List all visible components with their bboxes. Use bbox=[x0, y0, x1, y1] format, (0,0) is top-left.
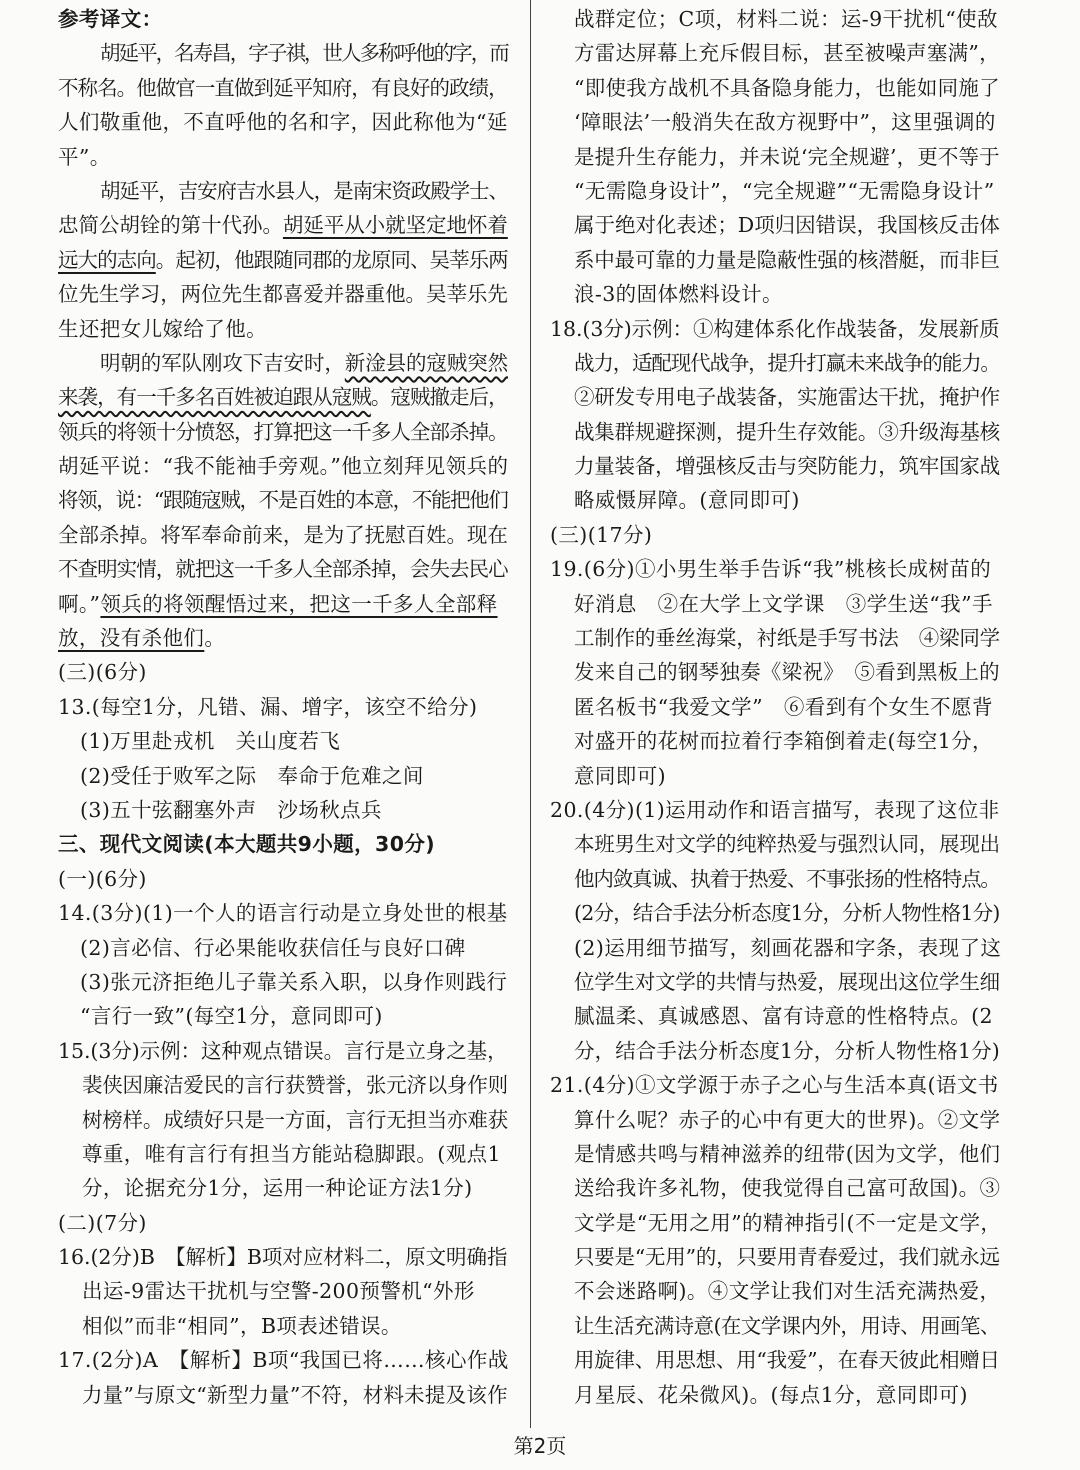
right-text-line: 属于绝对化表述；D项归因错误，我国核反击体 bbox=[574, 213, 1000, 238]
underlined-phrase: 放，没有杀他们 bbox=[58, 626, 205, 651]
right-text-line: 力量装备，增强核反击与突防能力，筑牢国家战 bbox=[574, 454, 1000, 479]
left-text-line: 明朝的军队刚攻下吉安时，新淦县的寇贼突然 bbox=[100, 350, 508, 375]
right-text-line: 送给我许多礼物，使我觉得自己富可敌国)。③ bbox=[574, 1176, 1001, 1201]
right-text-line: 19.(6分)①小男生举手告诉“我”桃核长成树苗的 bbox=[550, 557, 992, 582]
right-text-line: 位学生对文学的共情与热爱，展现出这位学生细 bbox=[574, 969, 1000, 994]
left-text-line: 远大的志向。起初，他跟随同郡的龙原同、吴莘乐两 bbox=[58, 247, 508, 272]
underlined-phrase: 远大的志向 bbox=[58, 247, 156, 272]
right-text-line: 浪-3的固体燃料设计。 bbox=[574, 282, 783, 307]
left-text-line: (2)言必信、行必果能收获信任与良好口碑 bbox=[80, 935, 466, 960]
right-text-line: 他内敛真诚、执着于热爱、不事张扬的性格特点。 bbox=[574, 866, 1000, 891]
left-text-line: (二)(7分) bbox=[58, 1210, 147, 1235]
left-text-line: 生还把女儿嫁给了他。 bbox=[58, 316, 267, 341]
left-text-line: 力量”与原文“新型力量”不符，材料未提及该作 bbox=[82, 1382, 508, 1407]
right-text-line: 匿名板书“我爱文学” ⑥看到有个女生不愿背 bbox=[574, 694, 993, 719]
right-text-line: 算什么呢？赤子的心中有更大的世界)。②文学 bbox=[574, 1107, 1001, 1132]
right-text-line: 用旋律、用思想、用“我爱”，在春天彼此相赠日 bbox=[574, 1348, 1000, 1373]
right-text-line: “无需隐身设计”，“完全规避”“无需隐身设计” bbox=[574, 178, 995, 203]
left-text-line: 人们敬重他，不直呼他的名和字，因此称他为“延 bbox=[58, 110, 508, 135]
underlined-phrase: 领兵的将领醒悟过来，把这一千多人全部释 bbox=[100, 591, 498, 616]
left-text-line: (3)五十弦翻塞外声 沙场秋点兵 bbox=[80, 797, 382, 822]
left-text-line: (1)万里赴戎机 关山度若飞 bbox=[80, 729, 341, 754]
left-text-line: 领兵的将领十分愤怒，打算把这一千多人全部杀掉。 bbox=[58, 419, 508, 444]
left-text-line: (3)张元济拒绝儿子靠关系入职，以身作则践行 bbox=[80, 969, 508, 994]
left-text-line: 16.(2分)B 【解析】B项对应材料二，原文明确指 bbox=[58, 1245, 508, 1270]
left-text-line: 平”。 bbox=[58, 144, 111, 169]
right-text-line: 文学是“无用之用”的精神指引(不一定是文学， bbox=[574, 1210, 1002, 1235]
right-text-line: 分，结合手法分析态度1分，分析人物性格1分) bbox=[574, 1038, 1000, 1063]
right-text-line: 战集群规避探测，提升生存效能。③升级海基核 bbox=[574, 419, 1000, 444]
left-text-line: 胡延平，名寿昌，字子祺，世人多称呼他的字，而 bbox=[100, 41, 508, 66]
left-text-line: 将领，说：“跟随寇贼，不是百姓的本意，不能把他们 bbox=[58, 488, 508, 513]
right-text-line: (2分，结合手法分析态度1分，分析人物性格1分) bbox=[574, 901, 1000, 926]
left-text-line: 分，论据充分1分，运用一种论证方法1分) bbox=[82, 1176, 473, 1201]
right-text-line: 只要是“无用”的，只要用青春爱过，我们就永远 bbox=[574, 1245, 1000, 1270]
right-text-line: 好消息 ②在大学上文学课 ③学生送“我”手 bbox=[574, 591, 993, 616]
right-text-line: 是情感共鸣与精神滋养的纽带(因为文学，他们 bbox=[574, 1141, 1001, 1166]
underlined-phrase: 新淦县的寇贼突然 bbox=[344, 350, 508, 375]
left-text-line: 15.(3分)示例：这种观点错误。言行是立身之基， bbox=[58, 1038, 508, 1063]
underlined-phrase: 来袭，有一千多名百姓被迫跟从寇贼 bbox=[58, 385, 371, 410]
left-text-line: “言行一致”(每空1分，意同即可) bbox=[80, 1004, 383, 1029]
right-text-line: 战群定位；C项，材料二说：运-9干扰机“使敌 bbox=[574, 7, 998, 31]
right-text-line: 略威慑屏障。(意同即可) bbox=[574, 488, 800, 513]
right-text-line: (2)运用细节描写，刻画花器和字条，表现了这 bbox=[574, 935, 1002, 960]
right-text-line: 不会迷路啊)。④文学让我们对生活充满热爱， bbox=[574, 1279, 1001, 1304]
right-text-line: (三)(17分) bbox=[550, 522, 653, 547]
right-text-line: 发来自己的钢琴独奏《梁祝》 ⑤看到黑板上的 bbox=[574, 660, 1000, 685]
left-text-line: 位先生学习，两位先生都喜爱并器重他。吴莘乐先 bbox=[58, 282, 508, 307]
left-text-line: (2)受任于败军之际 奉命于危难之间 bbox=[80, 763, 424, 788]
left-text-line: (三)(6分) bbox=[58, 660, 147, 685]
left-text-line: 树榜样。成绩好只是一方面，言行无担当亦难获 bbox=[82, 1107, 508, 1132]
right-text-line: “即使我方战机不具备隐身能力，也能如同施了 bbox=[574, 75, 1000, 100]
left-text-line: 尊重，唯有言行有担当方能站稳脚跟。(观点1 bbox=[82, 1141, 501, 1166]
right-text-line: 让生活充满诗意(在文学课内外，用诗、用画笔、 bbox=[574, 1313, 1000, 1338]
left-text-line: 17.(2分)A 【解析】B项“我国已将……核心作战 bbox=[58, 1348, 509, 1373]
left-column bbox=[58, 2, 510, 1412]
right-text-line: 月星辰、花朵微风)。(每点1分，意同即可) bbox=[574, 1382, 968, 1407]
left-text-line: 胡延平说：“我不能袖手旁观。”他立刻拜见领兵的 bbox=[58, 454, 509, 479]
left-text-line: 放，没有杀他们。 bbox=[58, 626, 226, 651]
right-text-line: 意同即可) bbox=[574, 763, 666, 788]
left-text-line: 13.(每空1分，凡错、漏、增字，该空不给分) bbox=[58, 694, 478, 719]
left-text-line: 裴侠因廉洁爱民的言行获赞誉，张元济以身作则 bbox=[82, 1073, 508, 1098]
left-text-line: 全部杀掉。将军奉命前来，是为了抚慰百姓。现在 bbox=[58, 522, 508, 547]
underlined-phrase: 胡延平从小就坚定地怀着 bbox=[282, 213, 508, 238]
right-text-line: 系中最可靠的力量是隐蔽性强的核潜艇，而非巨 bbox=[574, 247, 1000, 272]
left-text-line: 三、现代文阅读(本大题共9小题，30分) bbox=[58, 832, 436, 857]
right-text-line: 对盛开的花树而拉着行李箱倒着走(每空1分， bbox=[574, 729, 993, 754]
right-text-line: 腻温柔、真诚感恩、富有诗意的性格特点。(2 bbox=[574, 1004, 993, 1029]
right-text-line: 工制作的垂丝海棠，衬纸是手写书法 ④梁同学 bbox=[574, 626, 1000, 651]
right-text-line: 21.(4分)①文学源于赤子之心与生活本真(语文书 bbox=[550, 1073, 999, 1098]
left-text-line: (一)(6分) bbox=[58, 866, 147, 891]
left-text-line: 胡延平，吉安府吉水县人，是南宋资政殿学士、 bbox=[100, 178, 508, 203]
column-divider bbox=[530, 0, 531, 1428]
left-text-line: 来袭，有一千多名百姓被迫跟从寇贼。寇贼撤走后， bbox=[58, 385, 508, 410]
left-text-line: 14.(3分)(1)一个人的语言行动是立身处世的根基 bbox=[58, 901, 508, 926]
left-text-line: 忠简公胡铨的第十代孙。胡延平从小就坚定地怀着 bbox=[58, 213, 508, 238]
right-text-line: ②研发专用电子战装备，实施雷达干扰，掩护作 bbox=[574, 385, 1000, 410]
right-text-line: 是提升生存能力，并未说‘完全规避’，更不等于 bbox=[574, 144, 1000, 169]
left-text-line: 出运-9雷达干扰机与空警-200预警机“外形 bbox=[82, 1279, 475, 1304]
left-text-line: 啊。”领兵的将领醒悟过来，把这一千多人全部释 bbox=[58, 591, 498, 616]
right-column bbox=[550, 2, 1002, 1412]
right-text-line: 战力，适配现代战争，提升打赢未来战争的能力。 bbox=[574, 350, 1000, 375]
left-text-line: 不查明实情，就把这一千多人全部杀掉，会失去民心 bbox=[58, 557, 508, 582]
right-text-line: 18.(3分)示例：①构建体系化作战装备，发展新质 bbox=[550, 316, 1000, 341]
right-text-line: ‘障眼法’一般消失在敌方视野中”，这里强调的 bbox=[574, 110, 996, 135]
left-text-line: 不称名。他做官一直做到延平知府，有良好的政绩， bbox=[58, 75, 508, 100]
page-number: 第2页 bbox=[513, 1434, 567, 1458]
right-text-line: 20.(4分)(1)运用动作和语言描写，表现了这位非 bbox=[550, 797, 1000, 822]
left-text-line: 参考译文： bbox=[58, 7, 163, 31]
left-text-line: 相似”而非“相同”，B项表述错误。 bbox=[82, 1313, 402, 1338]
right-text-line: 本班男生对文学的纯粹热爱与强烈认同，展现出 bbox=[574, 832, 1000, 857]
right-text-line: 方雷达屏幕上充斥假目标，甚至被噪声塞满”， bbox=[574, 41, 1000, 66]
